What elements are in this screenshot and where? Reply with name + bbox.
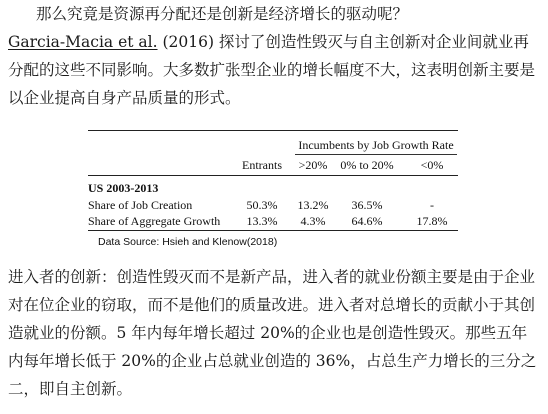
data-source-note: Data Source: Hsieh and Klenow(2018) [98, 236, 278, 248]
table-top-rule [88, 130, 458, 131]
table-cell: 50.3% [246, 198, 278, 212]
intro-paragraph [8, 28, 540, 112]
table-cell: 13.2% [297, 198, 329, 212]
row-label-job-creation: Share of Job Creation [88, 198, 193, 212]
table-cell: 36.5% [351, 198, 383, 212]
table-bottom-rule [88, 230, 458, 231]
table-cell: - [430, 198, 434, 212]
column-header-entrants: Entrants [242, 158, 282, 172]
column-header-0to20: 0% to 20% [340, 158, 394, 172]
group-header-rule [295, 154, 457, 155]
job-growth-table [88, 130, 458, 252]
row-label-aggregate-growth: Share of Aggregate Growth [88, 214, 221, 228]
column-header-gt20: >20% [298, 158, 328, 172]
table-cell: 64.6% [351, 214, 383, 228]
table-mid-rule [88, 175, 458, 176]
incumbents-group-header: Incumbents by Job Growth Rate [298, 138, 454, 152]
intro-paragraph-text: (2016) 探讨了创造性毁灭与自主创新对企业间就业再分配的这些不同影响。大多数扩张型企业的增长幅度不大，这表明创新主要是以企业提高自身产品质量的形式。 [8, 33, 536, 107]
table-cell: 4.3% [300, 214, 326, 228]
citation-link[interactable]: Garcia-Macia et al. [8, 33, 158, 51]
column-header-lt0: <0% [420, 158, 444, 172]
section-label: US 2003-2013 [88, 181, 159, 195]
entrants-paragraph: 进入者的创新：创造性毁灭而不是新产品，进入者的就业份额主要是由于企业对在位企业的窃取，而不是他们的质量改进。进入者对总增长的贡献小于其创造就业的份额。5 年内每年增长超过 20%的企业也是创造性毁灭。那些五年内每年增长低于 20%的企业占总就业创造的 36%，占总生产力增长的三分之二，即自主创新。 [8, 268, 537, 398]
table-cell: 13.3% [246, 214, 278, 228]
question-paragraph: 那么究竟是资源再分配还是创新是经济增长的驱动呢？ [36, 5, 409, 23]
table-cell: 17.8% [416, 214, 448, 228]
